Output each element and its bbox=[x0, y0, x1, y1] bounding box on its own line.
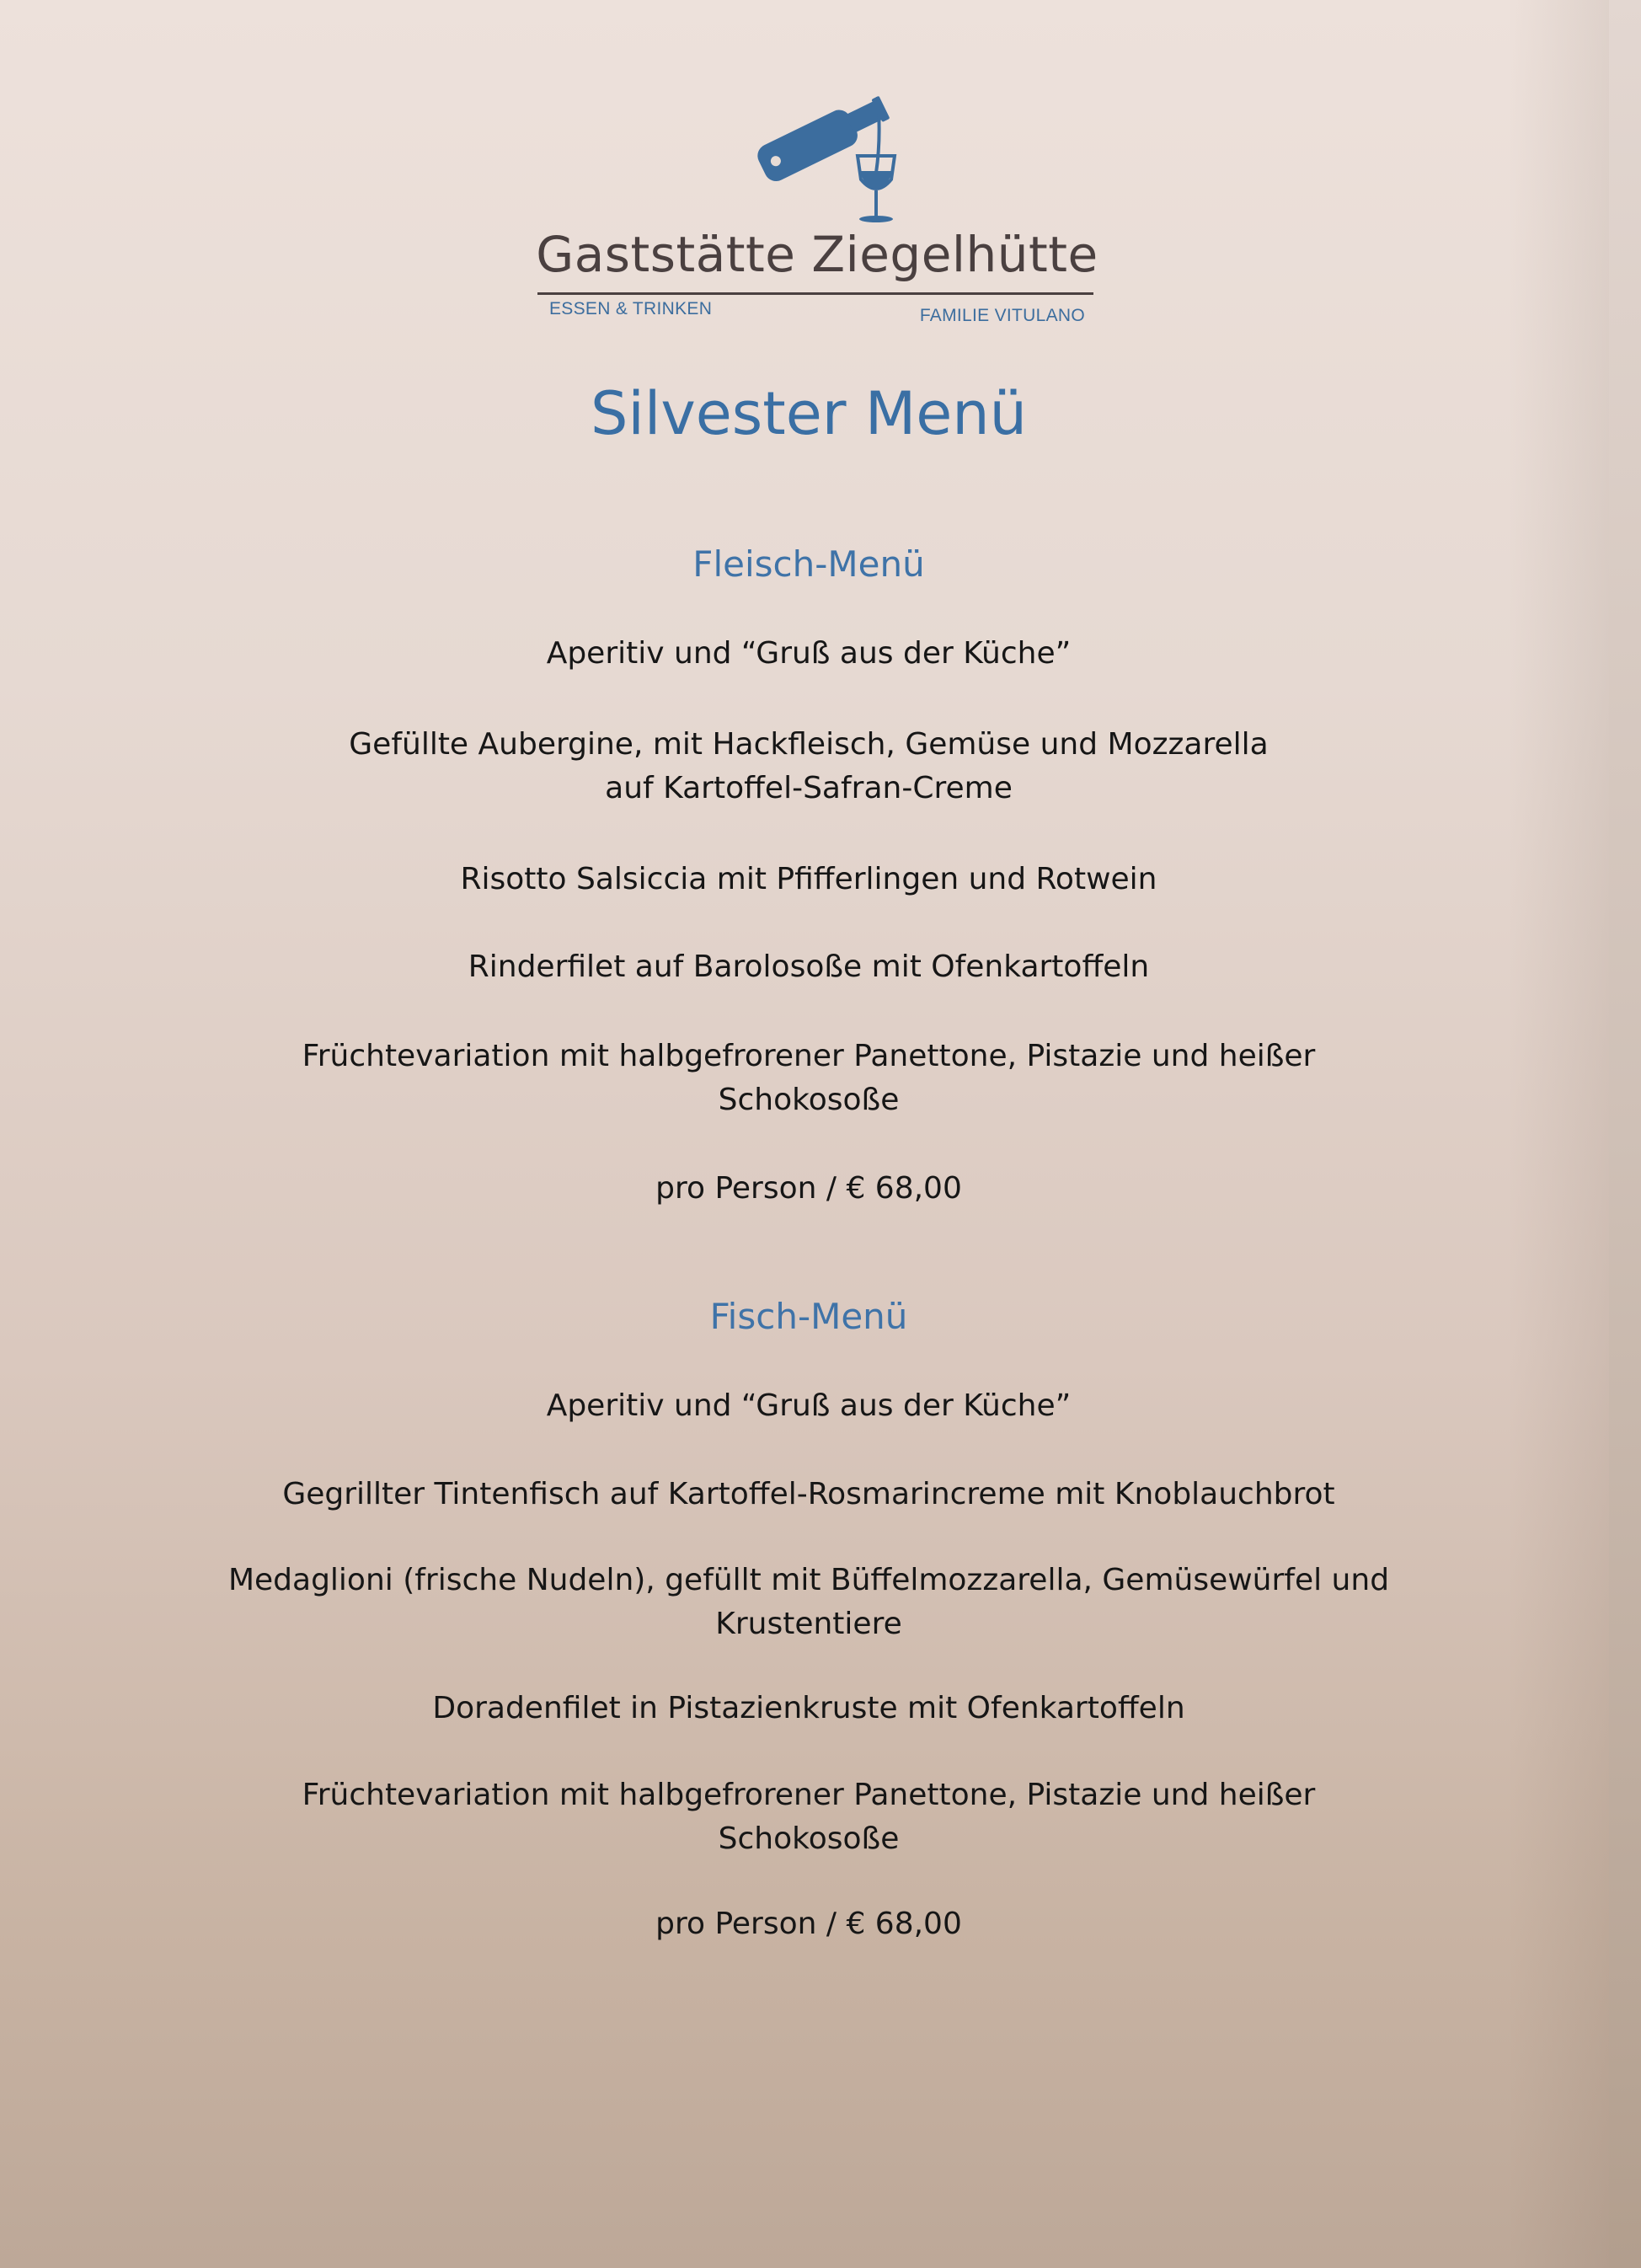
wine-bottle-and-glass-icon bbox=[733, 80, 901, 227]
menu-title: Silvester Menü bbox=[590, 379, 1028, 448]
paper-shadow bbox=[1508, 0, 1609, 2268]
menu-item: Früchtevariation mit halbgefrorener Panettone, Pistazie und heißer Schokosoße bbox=[302, 1039, 1316, 1117]
section-heading-fleisch: Fleisch-Menü bbox=[692, 543, 925, 585]
menu-item: Früchtevariation mit halbgefrorener Panettone, Pistazie und heißer Schokosoße bbox=[302, 1778, 1316, 1856]
restaurant-logo bbox=[531, 80, 1104, 341]
menu-item: Medaglioni (frische Nudeln), gefüllt mit Büffelmozzarella, Gemüsewürfel und Krustentiere bbox=[227, 1563, 1390, 1641]
restaurant-name: Gaststätte Ziegelhütte bbox=[536, 226, 1098, 283]
menu-item: Risotto Salsiccia mit Pfifferlingen und Rotwein bbox=[460, 862, 1157, 896]
menu-item: Aperitiv und “Gruß aus der Küche” bbox=[546, 636, 1072, 671]
menu-item: Gegrillter Tintenfisch auf Kartoffel-Rosmarincreme mit Knoblauchbrot bbox=[282, 1477, 1335, 1511]
logo-underline bbox=[537, 292, 1093, 295]
menu-item: Aperitiv und “Gruß aus der Küche” bbox=[546, 1388, 1072, 1423]
price-label: pro Person / € 68,00 bbox=[655, 1907, 962, 1941]
menu-item: Doradenfilet in Pistazienkruste mit Ofenkartoffeln bbox=[432, 1691, 1185, 1725]
logo-tagline-left: ESSEN & TRINKEN bbox=[549, 299, 713, 318]
menu-item: Gefüllte Aubergine, mit Hackfleisch, Gemüse und Mozzarella auf Kartoffel-Safran-Creme bbox=[349, 727, 1269, 805]
price-label: pro Person / € 68,00 bbox=[655, 1171, 962, 1206]
background-surface bbox=[1609, 0, 1641, 2268]
section-heading-fisch: Fisch-Menü bbox=[709, 1296, 908, 1337]
logo-tagline-right: FAMILIE VITULANO bbox=[919, 306, 1085, 325]
menu-item: Rinderfilet auf Barolosoße mit Ofenkartoffeln bbox=[468, 949, 1150, 984]
